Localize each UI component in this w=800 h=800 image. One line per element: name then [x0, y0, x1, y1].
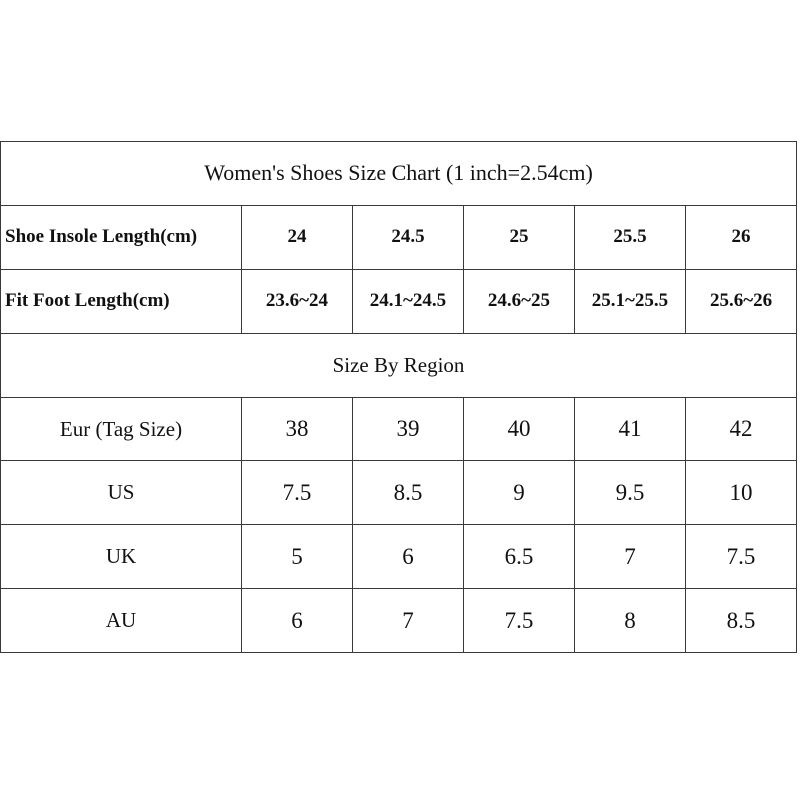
table-cell: 24.6~25 [464, 269, 575, 333]
table-cell: 7.5 [464, 589, 575, 653]
foot-length-row [1, 269, 797, 333]
table-cell: 24.5 [353, 205, 464, 269]
table-cell: 42 [686, 397, 797, 461]
chart-title: Women's Shoes Size Chart (1 inch=2.54cm) [1, 142, 797, 206]
region-label: US [1, 461, 242, 525]
table-cell: 25.1~25.5 [575, 269, 686, 333]
region-row-uk [1, 525, 797, 589]
table-cell: 6 [242, 589, 353, 653]
region-row-us [1, 461, 797, 525]
region-section-header: Size By Region [1, 333, 797, 397]
table-cell: 6.5 [464, 525, 575, 589]
table-cell: 8 [575, 589, 686, 653]
table-cell: 25 [464, 205, 575, 269]
table-cell: 7.5 [686, 525, 797, 589]
table-cell: 6 [353, 525, 464, 589]
table-cell: 25.5 [575, 205, 686, 269]
table-cell: 7 [353, 589, 464, 653]
insole-length-label: Shoe Insole Length(cm) [1, 205, 242, 269]
table-cell: 8.5 [686, 589, 797, 653]
table-cell: 41 [575, 397, 686, 461]
table-cell: 26 [686, 205, 797, 269]
table-cell: 9.5 [575, 461, 686, 525]
table-cell: 7 [575, 525, 686, 589]
insole-length-row [1, 205, 797, 269]
table-cell: 10 [686, 461, 797, 525]
region-row-au [1, 589, 797, 653]
size-chart [0, 141, 796, 652]
table-cell: 9 [464, 461, 575, 525]
title-row [1, 142, 797, 206]
table-cell: 24.1~24.5 [353, 269, 464, 333]
table-cell: 39 [353, 397, 464, 461]
table-cell: 25.6~26 [686, 269, 797, 333]
table-cell: 5 [242, 525, 353, 589]
table-cell: 38 [242, 397, 353, 461]
table-cell: 24 [242, 205, 353, 269]
region-label: Eur (Tag Size) [1, 397, 242, 461]
size-chart-table [0, 141, 797, 653]
table-cell: 23.6~24 [242, 269, 353, 333]
table-cell: 7.5 [242, 461, 353, 525]
region-row-eur [1, 397, 797, 461]
region-label: AU [1, 589, 242, 653]
foot-length-label: Fit Foot Length(cm) [1, 269, 242, 333]
table-cell: 8.5 [353, 461, 464, 525]
region-label: UK [1, 525, 242, 589]
table-cell: 40 [464, 397, 575, 461]
region-header-row [1, 333, 797, 397]
